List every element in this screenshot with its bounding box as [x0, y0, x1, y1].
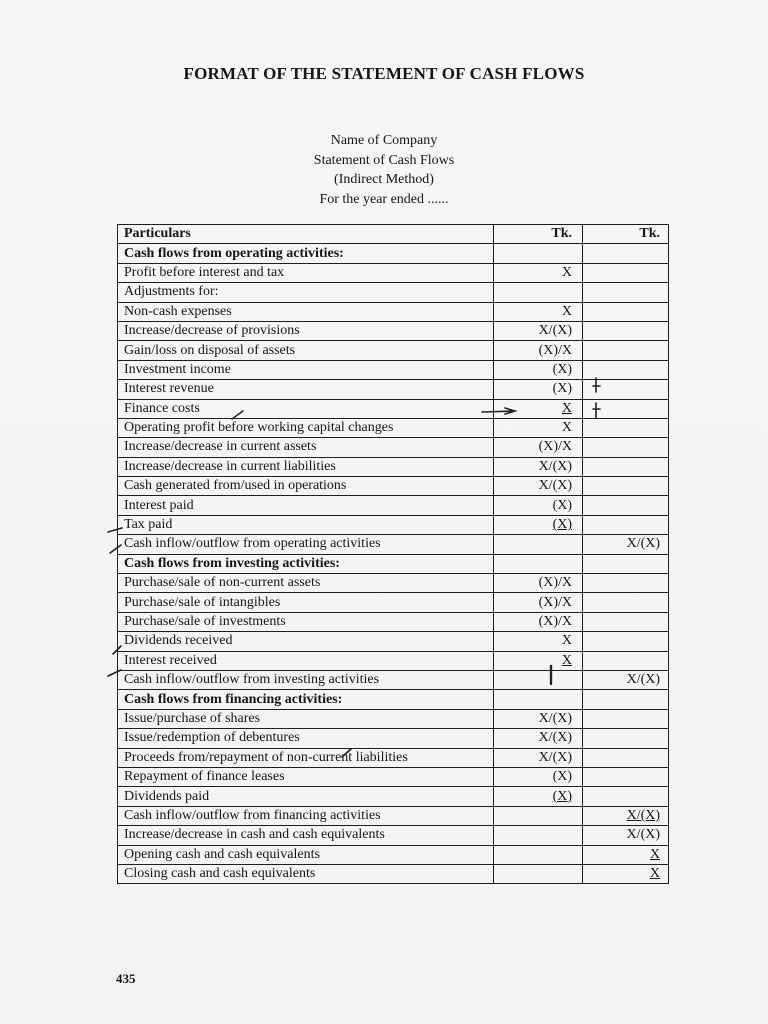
table-row: [118, 418, 669, 437]
table-row: [118, 845, 669, 864]
amount-cell-col1: [494, 535, 583, 554]
row-label: Issue/purchase of shares: [118, 709, 494, 728]
amount-cell-col1: [494, 690, 583, 709]
table-row: [118, 535, 669, 554]
statement-header: [0, 131, 768, 209]
table-row: [118, 554, 669, 573]
amount-cell-col1: [494, 806, 583, 825]
row-label: Opening cash and cash equivalents: [118, 845, 494, 864]
amount-cell-col2: [583, 360, 669, 379]
amount-cell-col1: (X)/X: [494, 341, 583, 360]
amount-cell-col1: [494, 244, 583, 263]
table-row: [118, 826, 669, 845]
amount-cell-col1: X: [494, 418, 583, 437]
column-header-tk-2: Tk.: [583, 225, 669, 244]
row-label: Non-cash expenses: [118, 302, 494, 321]
row-label: Proceeds from/repayment of non-current liabilities: [118, 748, 494, 767]
amount-cell-col1: (X): [494, 360, 583, 379]
table-row: [118, 457, 669, 476]
page-title: FORMAT OF THE STATEMENT OF CASH FLOWS: [183, 64, 585, 83]
table-row: [118, 651, 669, 670]
table-row: [118, 244, 669, 263]
row-label: Purchase/sale of non-current assets: [118, 574, 494, 593]
amount-cell-col2: [583, 457, 669, 476]
amount-cell-col1: [494, 845, 583, 864]
amount-cell-col1: [494, 826, 583, 845]
table-row: [118, 690, 669, 709]
amount-cell-col1: X/(X): [494, 748, 583, 767]
table-row: [118, 748, 669, 767]
table-header-row: [118, 225, 669, 244]
table-row: [118, 380, 669, 399]
amount-cell-col1: X/(X): [494, 457, 583, 476]
row-label: Interest paid: [118, 496, 494, 515]
amount-cell-col2: X: [583, 845, 669, 864]
amount-cell-col2: [583, 554, 669, 573]
amount-cell-col2: X/(X): [583, 670, 669, 689]
company-name: Name of Company: [330, 133, 438, 148]
table-row: [118, 341, 669, 360]
amount-cell-col1: X/(X): [494, 477, 583, 496]
amount-cell-col2: [583, 515, 669, 534]
row-label: Gain/loss on disposal of assets: [118, 341, 494, 360]
row-label: Profit before interest and tax: [118, 263, 494, 282]
amount-cell-col2: [583, 729, 669, 748]
row-label: Issue/redemption of debentures: [118, 729, 494, 748]
amount-cell-col1: X/(X): [494, 709, 583, 728]
amount-cell-col2: [583, 767, 669, 786]
table-row: [118, 477, 669, 496]
amount-cell-col1: (X): [494, 515, 583, 534]
amount-cell-col2: [583, 302, 669, 321]
amount-cell-col1: X: [494, 632, 583, 651]
amount-cell-col1: (X)/X: [494, 612, 583, 631]
amount-cell-col2: X: [583, 864, 669, 883]
cash-flow-table: [117, 224, 669, 884]
table-row: [118, 263, 669, 282]
row-label: Purchase/sale of investments: [118, 612, 494, 631]
amount-cell-col2: [583, 341, 669, 360]
method-note: (Indirect Method): [334, 172, 434, 187]
amount-cell-col2: [583, 244, 669, 263]
amount-cell-col2: [583, 651, 669, 670]
amount-cell-col1: (X)/X: [494, 438, 583, 457]
amount-cell-col2: [583, 690, 669, 709]
amount-cell-col1: (X)/X: [494, 593, 583, 612]
row-label: Increase/decrease in cash and cash equivalents: [118, 826, 494, 845]
row-label: Dividends received: [118, 632, 494, 651]
amount-cell-col1: (X): [494, 787, 583, 806]
amount-cell-col1: X: [494, 651, 583, 670]
row-label: Closing cash and cash equivalents: [118, 864, 494, 883]
amount-cell-col1: (X): [494, 496, 583, 515]
table-row: [118, 302, 669, 321]
amount-cell-col1: X/(X): [494, 321, 583, 340]
amount-cell-col2: [583, 593, 669, 612]
section-heading: Cash flows from investing activities:: [118, 554, 494, 573]
amount-cell-col2: [583, 399, 669, 418]
table-row: [118, 360, 669, 379]
page-number: 435: [116, 971, 136, 986]
table-row: [118, 574, 669, 593]
amount-cell-col2: [583, 632, 669, 651]
row-label: Interest received: [118, 651, 494, 670]
table-row: [118, 283, 669, 302]
column-header-tk-1: Tk.: [494, 225, 583, 244]
table-row: [118, 515, 669, 534]
amount-cell-col1: (X): [494, 380, 583, 399]
row-label: Purchase/sale of intangibles: [118, 593, 494, 612]
amount-cell-col1: [494, 670, 583, 689]
amount-cell-col2: [583, 496, 669, 515]
statement-name: Statement of Cash Flows: [313, 152, 455, 168]
row-label: Cash inflow/outflow from operating activities: [118, 535, 494, 554]
column-header-particulars: Particulars: [118, 225, 494, 244]
amount-cell-col2: X/(X): [583, 806, 669, 825]
amount-cell-col1: X: [494, 263, 583, 282]
amount-cell-col1: X: [494, 399, 583, 418]
row-label: Operating profit before working capital changes: [118, 418, 494, 437]
row-label: Finance costs: [118, 399, 494, 418]
amount-cell-col1: [494, 864, 583, 883]
amount-cell-col2: [583, 748, 669, 767]
amount-cell-col2: [583, 418, 669, 437]
table-row: [118, 767, 669, 786]
amount-cell-col2: [583, 283, 669, 302]
table-row: [118, 670, 669, 689]
period-line: For the year ended ......: [319, 191, 449, 207]
amount-cell-col2: [583, 321, 669, 340]
amount-cell-col2: X/(X): [583, 535, 669, 554]
row-label: Increase/decrease of provisions: [118, 321, 494, 340]
section-heading: Cash flows from operating activities:: [118, 244, 494, 263]
amount-cell-col1: X: [494, 302, 583, 321]
row-label: Tax paid: [118, 515, 494, 534]
amount-cell-col2: [583, 438, 669, 457]
table-row: [118, 321, 669, 340]
amount-cell-col1: [494, 554, 583, 573]
row-label: Dividends paid: [118, 787, 494, 806]
row-label: Increase/decrease in current liabilities: [118, 457, 494, 476]
amount-cell-col2: [583, 612, 669, 631]
amount-cell-col1: (X): [494, 767, 583, 786]
amount-cell-col2: [583, 380, 669, 399]
amount-cell-col1: X/(X): [494, 729, 583, 748]
amount-cell-col2: X/(X): [583, 826, 669, 845]
table-row: [118, 729, 669, 748]
table-row: [118, 632, 669, 651]
amount-cell-col1: [494, 283, 583, 302]
table-row: [118, 806, 669, 825]
section-heading: Cash flows from financing activities:: [118, 690, 494, 709]
row-label: Interest revenue: [118, 380, 494, 399]
amount-cell-col2: [583, 709, 669, 728]
row-label: Cash generated from/used in operations: [118, 477, 494, 496]
row-label: Investment income: [118, 360, 494, 379]
amount-cell-col2: [583, 477, 669, 496]
table-row: [118, 438, 669, 457]
amount-cell-col2: [583, 787, 669, 806]
row-label: Increase/decrease in current assets: [118, 438, 494, 457]
table-row: [118, 612, 669, 631]
table-row: [118, 593, 669, 612]
amount-cell-col1: (X)/X: [494, 574, 583, 593]
row-label: Repayment of finance leases: [118, 767, 494, 786]
table-row: [118, 864, 669, 883]
row-label: Adjustments for:: [118, 283, 494, 302]
row-label: Cash inflow/outflow from investing activities: [118, 670, 494, 689]
amount-cell-col2: [583, 263, 669, 282]
table-row: [118, 787, 669, 806]
table-row: [118, 496, 669, 515]
amount-cell-col2: [583, 574, 669, 593]
table-row: [118, 709, 669, 728]
table-row: [118, 399, 669, 418]
row-label: Cash inflow/outflow from financing activities: [118, 806, 494, 825]
